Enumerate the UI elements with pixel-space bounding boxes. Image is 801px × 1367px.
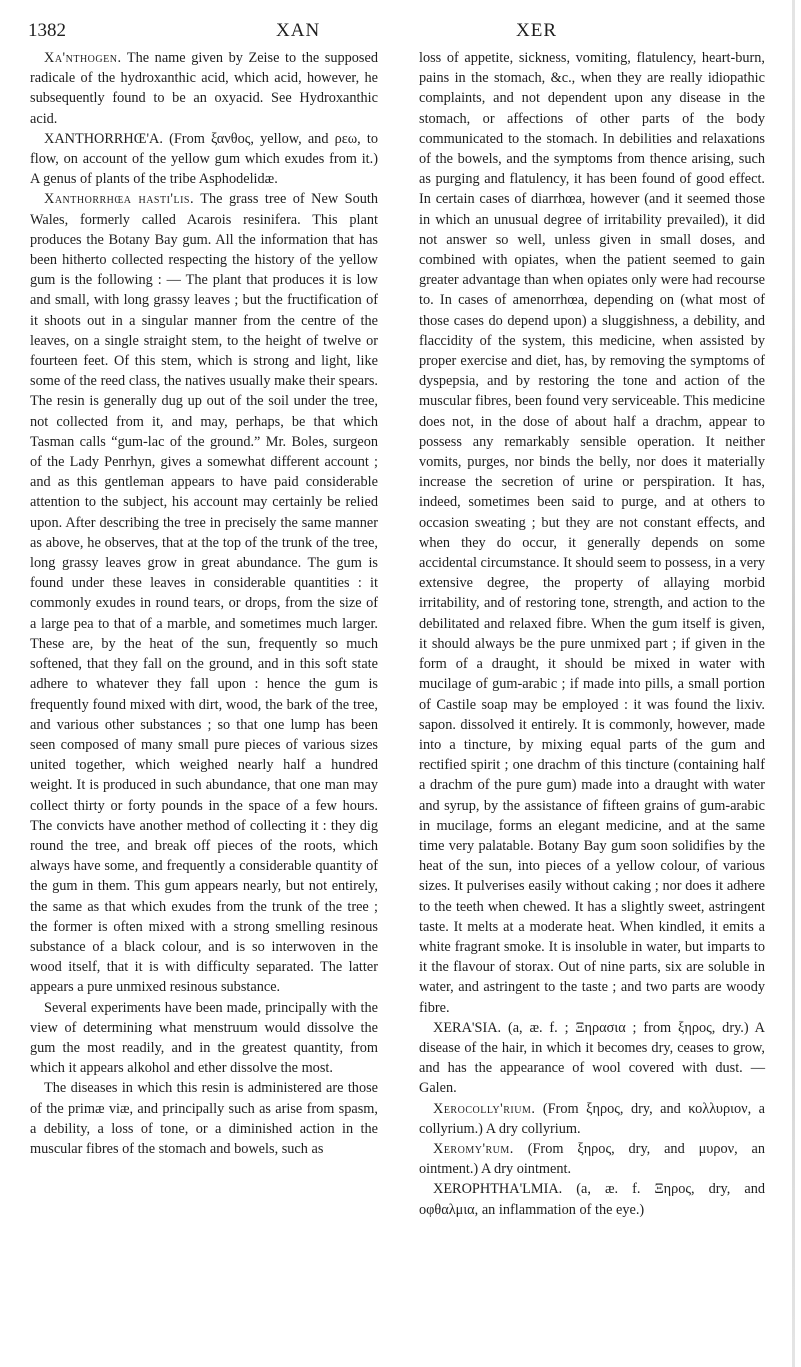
paragraph: Several experiments have been made, principally with the view of determining what menstruum would dissolve the gum the most readily, and in the greatest quantity, from which it appears alkohol and ether dissolve the most. <box>30 999 378 1077</box>
dictionary-entry <box>419 1139 765 1179</box>
dictionary-entry <box>30 189 378 997</box>
running-head-left: XAN <box>276 20 321 41</box>
left-column <box>30 48 378 1159</box>
continued-paragraph: loss of appetite, sickness, vomiting, flatulency, heart-burn, pains in the stomach, &c., when they are really idiopathic complaints, and not dependent upon any disease in the stomach, or affections of other parts of the body communicated to the stomach. In debilities and relaxations of the bowels, and the symptoms from thence arising, such as purging and flatulency, it has been found of good effect. In certain cases of diarrhœa, however (and it seemed those in which an unusual degree of irritability prevailed), it did not answer so well, unless given in small doses, and combined with opiates, when the patient seemed to gain greater advantage than when opiates only were had recourse to. In cases of amenorrhœa, depending on (what most of those cases do depend upon) a sluggishness, a debility, and flaccidity of the system, this medicine, when assisted by proper exercise and diet, has, by removing the symptoms of dyspepsia, and by restoring the tone and action of the muscular fibres, been found very serviceable. This medicine does not, in the dose of about half a drachm, appear to possess any remarkably sensible operation. It neither vomits, purges, nor binds the belly, nor does it materially increase the secretion of urine or perspiration. It has, indeed, sometimes been said to purge, and at others to occasion sweating ; but they are not constant effects, and when they do occur, it generally depends on some accidental circumstance. It should seem to possess, in a very extensive degree, the property of allaying morbid irritability, and of restoring tone, strength, and action to the debilitated and relaxed fibre. When the gum itself is given, it should always be the pure unmixed part ; if given in the form of a draught, it should be mixed in water with mucilage of gum-arabic ; if made into pills, a small portion of Castile soap may be employed : it was found the lixiv. sapon. dissolved it entirely. It is commonly, however, made into a tincture, by mixing equal parts of the gum and rectified spirit ; one drachm of this tincture (containing half a drachm of the pure gum) made into a draught with water and syrup, by the assistance of fifteen grains of gum-arabic in mucilage, forms an elegant medicine, and at the same time very palatable. Botany Bay gum soon solidifies by the heat of the sun, into pieces of a yellow colour, of various sizes. It pulverises easily without caking ; nor does it adhere to the teeth when chewed. It has a slightly sweet, astringent taste. It melts at a moderate heat. When kindled, it emits a white fragrant smoke. It is insoluble in water, but imparts to it the flavour of storax. Out of nine parts, six are soluble in water, and astringent to the taste ; and two parts are woody fibre. <box>419 50 765 1016</box>
entry-headword: Xerocolly'rium. <box>433 1100 536 1117</box>
dictionary-entry <box>30 48 378 129</box>
entry-headword: XEROPHTHA'LMIA. <box>433 1181 563 1198</box>
page-edge-shadow <box>792 0 795 1367</box>
dictionary-entry <box>419 1099 765 1139</box>
entry-headword: XERA'SIA. <box>433 1019 502 1036</box>
entry-text: (From ξανθος, yellow, and ρεω, to flow, on account of the yellow gum which exudes from it.) A genus of plants of the tribe Asphodelidæ. <box>30 130 378 188</box>
entry-headword: Xa'nthogen. <box>44 50 122 66</box>
entry-text: (From ξηρος, dry, and μυρον, an ointment.) A dry ointment. <box>419 1140 765 1178</box>
entry-text: The grass tree of New South Wales, formerly called Acarois resinifera. This plant produces the Botany Bay gum. All the information that has been hitherto collected respecting the history of the yellow gum is the following : — The plant that produces it is low and small, with long grassy leaves ; but the fructification of it shoots out in a singular manner from the centre of the leaves, on a single straight stem, to the height of twelve or fourteen feet. Of this stem, which is strong and light, like some of the reed class, the natives usually make their spears. The resin is generally dug up out of the soil under the tree, not collected from it, and may, perhaps, be that which Tasman calls “gum-lac of the ground.” Mr. Boles, surgeon of the Lady Penrhyn, gives a somewhat different account ; and as this gentleman appears to have paid considerable attention to the subject, his account may certainly be relied upon. After describing the tree in precisely the same manner as above, he observes, that at the top of the trunk of the tree, long grassy leaves grow in great abundance. The gum is found under these leaves in considerable quantities : it commonly exudes in round tears, or drops, from the size of a large pea to that of a marble, and sometimes much larger. These are, by the heat of the sun, frequently so much softened, that they fall on the ground, and in this soft state adhere to whatever they fall upon : hence the gum is frequently found mixed with dirt, wood, the bark of the tree, and various other substances ; so that one lump has been seen composed of many small pure pieces of various sizes united together, which weighed nearly half a hundred weight. It is produced in such abundance, that one man may collect thirty or forty pounds in the space of a few hours. The convicts have another method of collecting it : they dig round the tree, and break off pieces of the roots, which always have some, and frequently a considerable quantity of the gum in them. This gum appears nearly, but not entirely, the same as that which exudes from the trunk of the tree ; the former is often mixed with a strong smelling resinous substance of a black colour, and is so interwoven in the wood itself, that it is with difficulty separated. The latter appears a pure unmixed resinous substance. <box>30 191 378 996</box>
entry-text: (a, æ. f. ; Ξηρασια ; from ξηρος, dry.) A disease of the hair, in which it becomes dry, ceases to grow, and has the appearance of wool covered with dust. — Galen. <box>419 1019 765 1097</box>
entry-text: (a, æ. f. Ξηρος, dry, and οφθαλμια, an inflammation of the eye.) <box>419 1181 765 1218</box>
page-number: 1382 <box>28 20 66 41</box>
entry-headword: Xeromy'rum. <box>433 1140 514 1157</box>
dictionary-entry <box>419 1179 765 1219</box>
dictionary-entry <box>419 1018 765 1099</box>
right-column <box>419 48 765 1220</box>
entry-headword: XANTHORRHŒ'A. <box>44 130 163 147</box>
entry-text: (From ξηρος, dry, and κολλυριον, a collyrium.) A dry collyrium. <box>419 1100 765 1137</box>
dictionary-entry <box>30 129 378 190</box>
page-header <box>0 20 801 46</box>
running-head-right: XER <box>516 20 557 41</box>
entry-text: The name given by Zeise to the supposed radicale of the hydroxanthic acid, which acid, however, he subsequently found to be an oxyacid. See Hydroxanthic acid. <box>30 50 378 127</box>
paragraph: The diseases in which this resin is administered are those of the primæ viæ, and principally such as arise from spasm, a debility, a loss of tone, or a diminished action in the muscular fibres of the stomach and bowels, such as <box>30 1080 378 1157</box>
entry-headword: Xanthorrhœa hasti'lis. <box>44 191 195 208</box>
